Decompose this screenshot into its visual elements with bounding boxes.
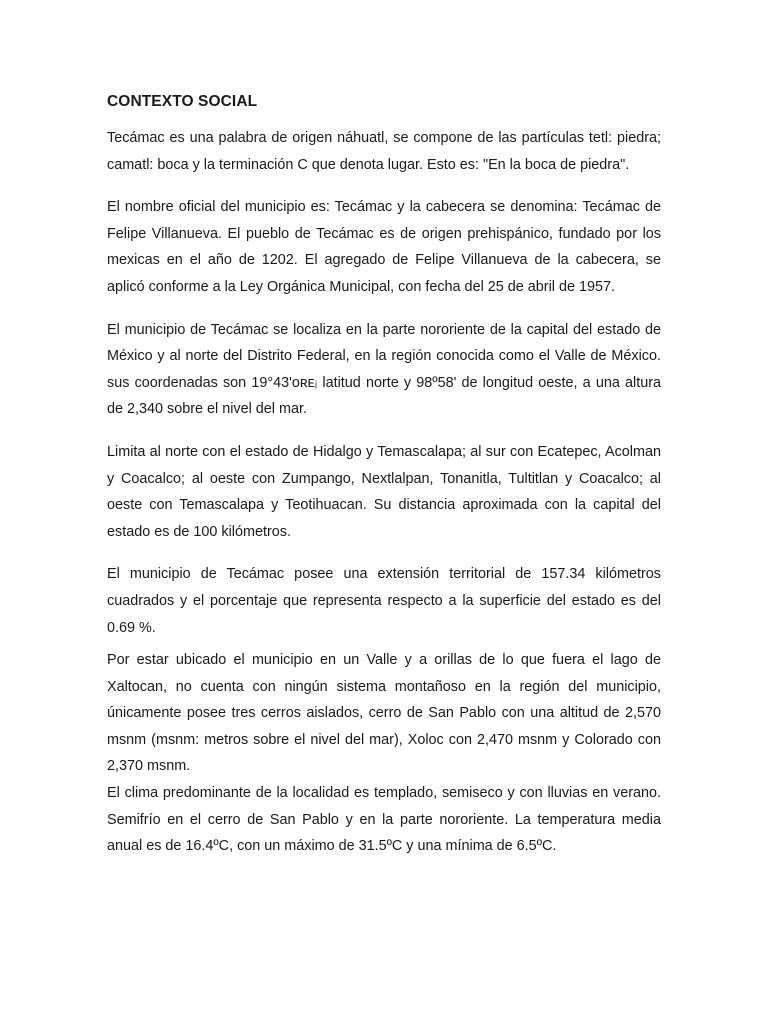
page-title: CONTEXTO SOCIAL bbox=[107, 93, 258, 110]
paragraph-extension: El municipio de Tecámac posee una extensión territorial de 157.34 kilómetros cuadrados y el porcentaje que representa respecto a la superficie del estado es del 0.69 %. bbox=[107, 566, 661, 636]
paragraph-etymology: Tecámac es una palabra de origen náhuatl, se compone de las partículas tetl: piedra; camatl: boca y la terminación C que denota lugar. Esto es: "En la boca de piedra". bbox=[107, 130, 661, 173]
paragraph-relief: Por estar ubicado el municipio en un Valle y a orillas de lo que fuera el lago de Xaltocan, no cuenta con ningún sistema montañoso en la región del municipio, únicamente posee tres cerros aislados, cerro de San Pablo con una altitud de 2,570 msnm (msnm: metros sobre el nivel del mar), Xoloc con 2,470 msnm y Colorado con 2,370 msnm. bbox=[107, 652, 661, 775]
paragraph-official-name: El nombre oficial del municipio es: Tecámac y la cabecera se denomina: Tecámac de Felipe Villanueva. El pueblo de Tecámac es de origen prehispánico, fundado por los mexicas en el año de 1202. El agregado de Felipe Villanueva de la cabecera, se aplicó conforme a la Ley Orgánica Municipal, con fecha del 25 de abril de 1957. bbox=[107, 199, 661, 295]
paragraph-climate: El clima predominante de la localidad es templado, semiseco y con lluvias en verano. Semifrío en el cerro de San Pablo y en la parte nororiente. La temperatura media anual es de 16.4ºC, con un máximo de 31.5ºC y una mínima de 6.5ºC. bbox=[107, 785, 661, 855]
paragraph-boundaries: Limita al norte con el estado de Hidalgo y Temascalapa; al sur con Ecatepec, Acolman y Coacalco; al oeste con Zumpango, Nextlalpan, Tonanitla, Tultitlan y Coacalco; al oeste con Temascalapa y Teotihuacan. Su distancia aproximada con la capital del estado es de 100 kilómetros. bbox=[107, 443, 661, 540]
paragraph-location: El municipio de Tecámac se localiza en la parte nororiente de la capital del estado de México y al norte del Distrito Federal, en la región conocida como el Valle de México. sus coordenadas son 19°43'ᴏʀᴇⱼ latitud norte y 98º58' de longitud oeste, a una altura de 2,340 sobre el nivel del mar. bbox=[107, 321, 661, 418]
document-body bbox=[107, 93, 661, 860]
